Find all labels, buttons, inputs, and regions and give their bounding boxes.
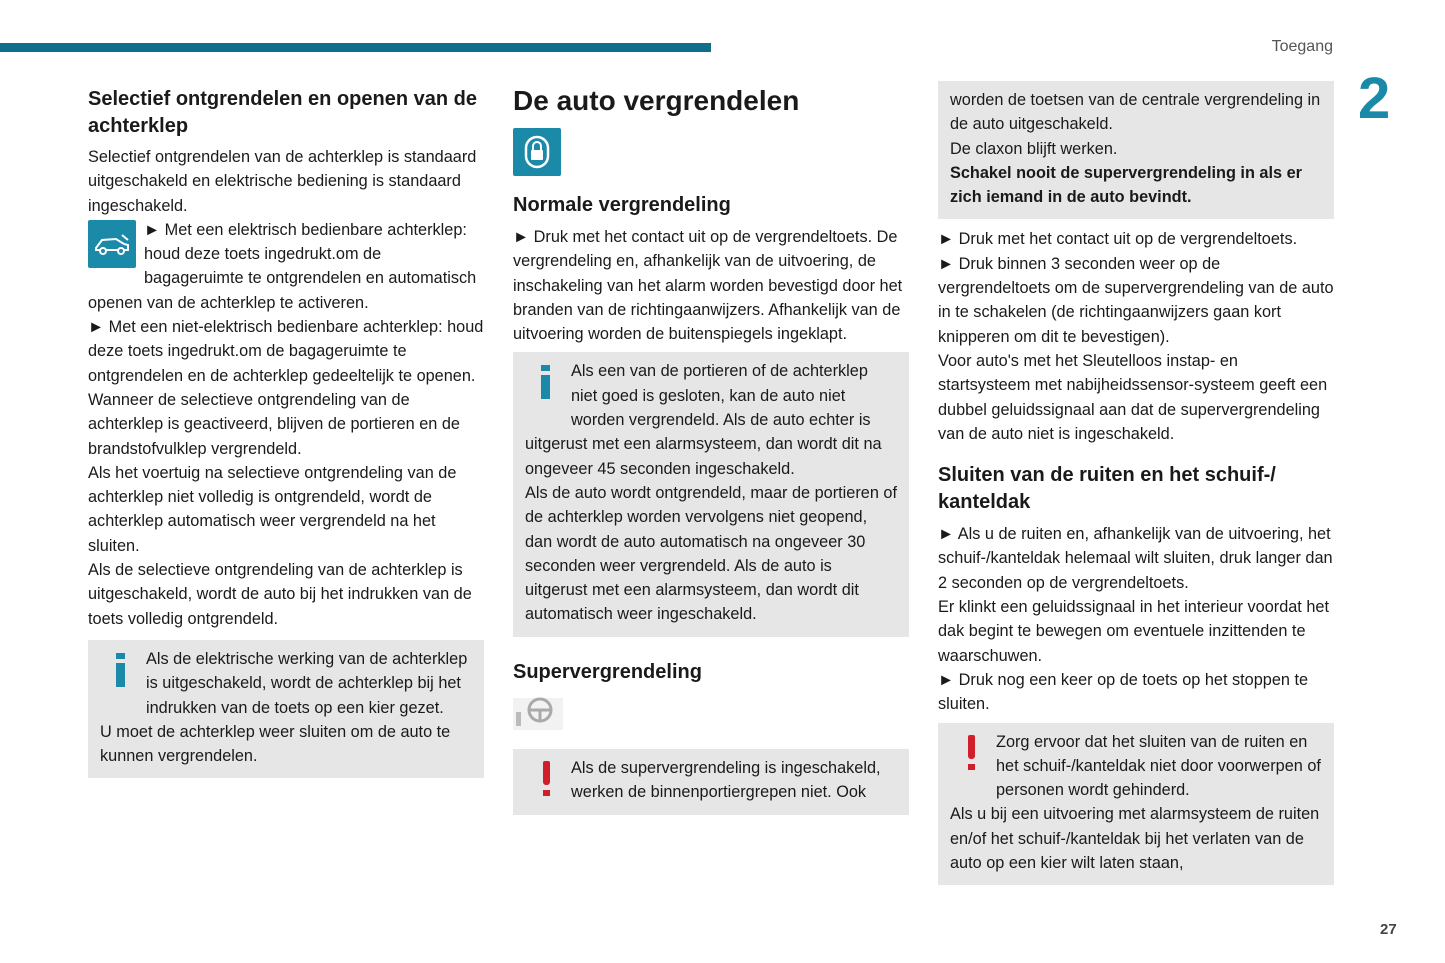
warning-box-continued: worden de toetsen van de centrale vergrendeling in de auto uitgeschakeld. De claxon blijft werken. Schakel nooit de supervergrendeling in als er zich iemand in de auto bevindt. — [938, 81, 1334, 219]
page-title: De auto vergrendelen — [513, 85, 800, 116]
info-icon — [110, 650, 134, 696]
bullet-press-lock: ► Druk met het contact uit op de vergrendeltoets. — [938, 230, 1298, 249]
bullet-press-again: ► Druk binnen 3 seconden weer op de vergrendeltoets om de supervergrendeling van de auto in te schakelen (de richtingaanwijzers gaan kort knipperen om dit te bevestigen). — [938, 254, 1334, 346]
heading-selective-unlock: Selectief ontgrendelen en openen van de achterklep — [88, 88, 477, 137]
tailgate-button-icon — [88, 220, 136, 268]
column-1 — [88, 86, 484, 778]
intro-paragraph: Selectief ontgrendelen van de achterklep is standaard uitgeschakeld en elektrische bediening is standaard ingeschakeld. — [88, 148, 477, 215]
warning-box: Zorg ervoor dat het sluiten van de ruiten en het schuif-/kanteldak niet door voorwerpen of personen wordt gehinderd. Als u bij een uitvoering met alarmsysteem de ruiten en/of het schuif-/kanteldak bij het verlaten van de auto op een kier wilt laten staan, — [938, 723, 1334, 886]
keyless-paragraph: Voor auto's met het Sleutelloos instap- en startsysteem met nabijheidssensor-systeem geeft een dubbel geluidssignaal aan dat de supervergrendeling van de auto niet is ingeschakeld. — [938, 351, 1328, 443]
bullet-manual-tailgate: ► Met een niet-elektrisch bedienbare achterklep: houd deze toets ingedrukt.om de bagageruimte te ontgrendelen en de achterklep gedeeltelijk te openen. — [88, 318, 484, 385]
column-2 — [513, 84, 909, 815]
heading-deadlocking: Supervergrendeling — [513, 660, 702, 683]
warning-box: Als de supervergrendeling is ingeschakeld, werken de binnenportiergrepen niet. Ook — [513, 749, 909, 815]
header-accent-bar — [0, 43, 711, 52]
steering-wheel-icon — [513, 696, 909, 739]
heading-windows: Sluiten van de ruiten en het schuif-/ kanteldak — [938, 464, 1276, 514]
paragraph-1: Wanneer de selectieve ontgrendeling van de achterklep is geactiveerd, blijven de portieren en de brandstofvulklep vergrendeld. — [88, 390, 460, 458]
page-number: 27 — [1380, 921, 1397, 938]
sound-paragraph: Er klinkt een geluidssignaal in het interieur voordat het dak begint te bewegen om eventuele inzittenden te waarschuwen. — [938, 598, 1329, 665]
bullet-stop: ► Druk nog een keer op de toets op het stoppen te sluiten. — [938, 670, 1309, 714]
bullet-close-windows: ► Als u de ruiten en, afhankelijk van de uitvoering, het schuif-/kanteldak helemaal wilt sluiten, druk langer dan 2 seconden op de vergrendeltoets. — [938, 525, 1333, 592]
lock-icon — [513, 128, 561, 176]
info-box: Als de elektrische werking van de achterklep is uitgeschakeld, wordt de achterklep bij het indrukken van de toets op een kier gezet. U moet de achterklep weer sluiten om de auto te kunnen vergrendelen. — [88, 640, 484, 778]
warning-icon — [537, 761, 557, 807]
normal-locking-text: ► Druk met het contact uit op de vergrendeltoets. De vergrendeling en, afhankelijk van de uitvoering, de inschakeling van het alarm worden bevestigd door het branden van de richtingaanwijzers. Afhankelijk van de uitvoering worden de buitenspiegels ingeklapt. — [513, 228, 903, 344]
heading-normal-locking: Normale vergrendeling — [513, 194, 731, 216]
warning-icon — [962, 735, 982, 781]
section-label: Toegang — [1271, 38, 1333, 55]
info-icon — [535, 362, 559, 408]
info-box: Als een van de portieren of de achterklep niet goed is gesloten, kan de auto niet worden vergrendeld. Als de auto echter is uitgerust met een alarmsysteem, dan wordt dit na ongeveer 45 seconden ingeschakeld. Als de auto wordt ontgrendeld, maar de portieren of de achterklep worden vervolgens niet geopend, dan wordt de auto automatisch na ongeveer 30 seconden weer vergrendeld. Als de auto is uitgerust met een alarmsysteem, dan wordt dit automatisch weer ingeschakeld. — [513, 352, 909, 636]
bullet-electric-tailgate: ► Met een elektrisch bedienbare achterklep: houd deze toets ingedrukt.om de bagageruimte te ontgrendelen en automatisch openen van de achterklep te activeren. — [88, 220, 477, 312]
paragraph-2: Als het voertuig na selectieve ontgrendeling van de achterklep niet volledig is ontgrendeld, wordt de achterklep automatisch weer vergrendeld na het sluiten. — [88, 463, 457, 555]
chapter-number: 2 — [1358, 66, 1391, 131]
column-3 — [938, 81, 1334, 885]
paragraph-3: Als de selectieve ontgrendeling van de achterklep is uitgeschakeld, wordt de auto bij het indrukken van de toets volledig ontgrendeld. — [88, 561, 472, 628]
